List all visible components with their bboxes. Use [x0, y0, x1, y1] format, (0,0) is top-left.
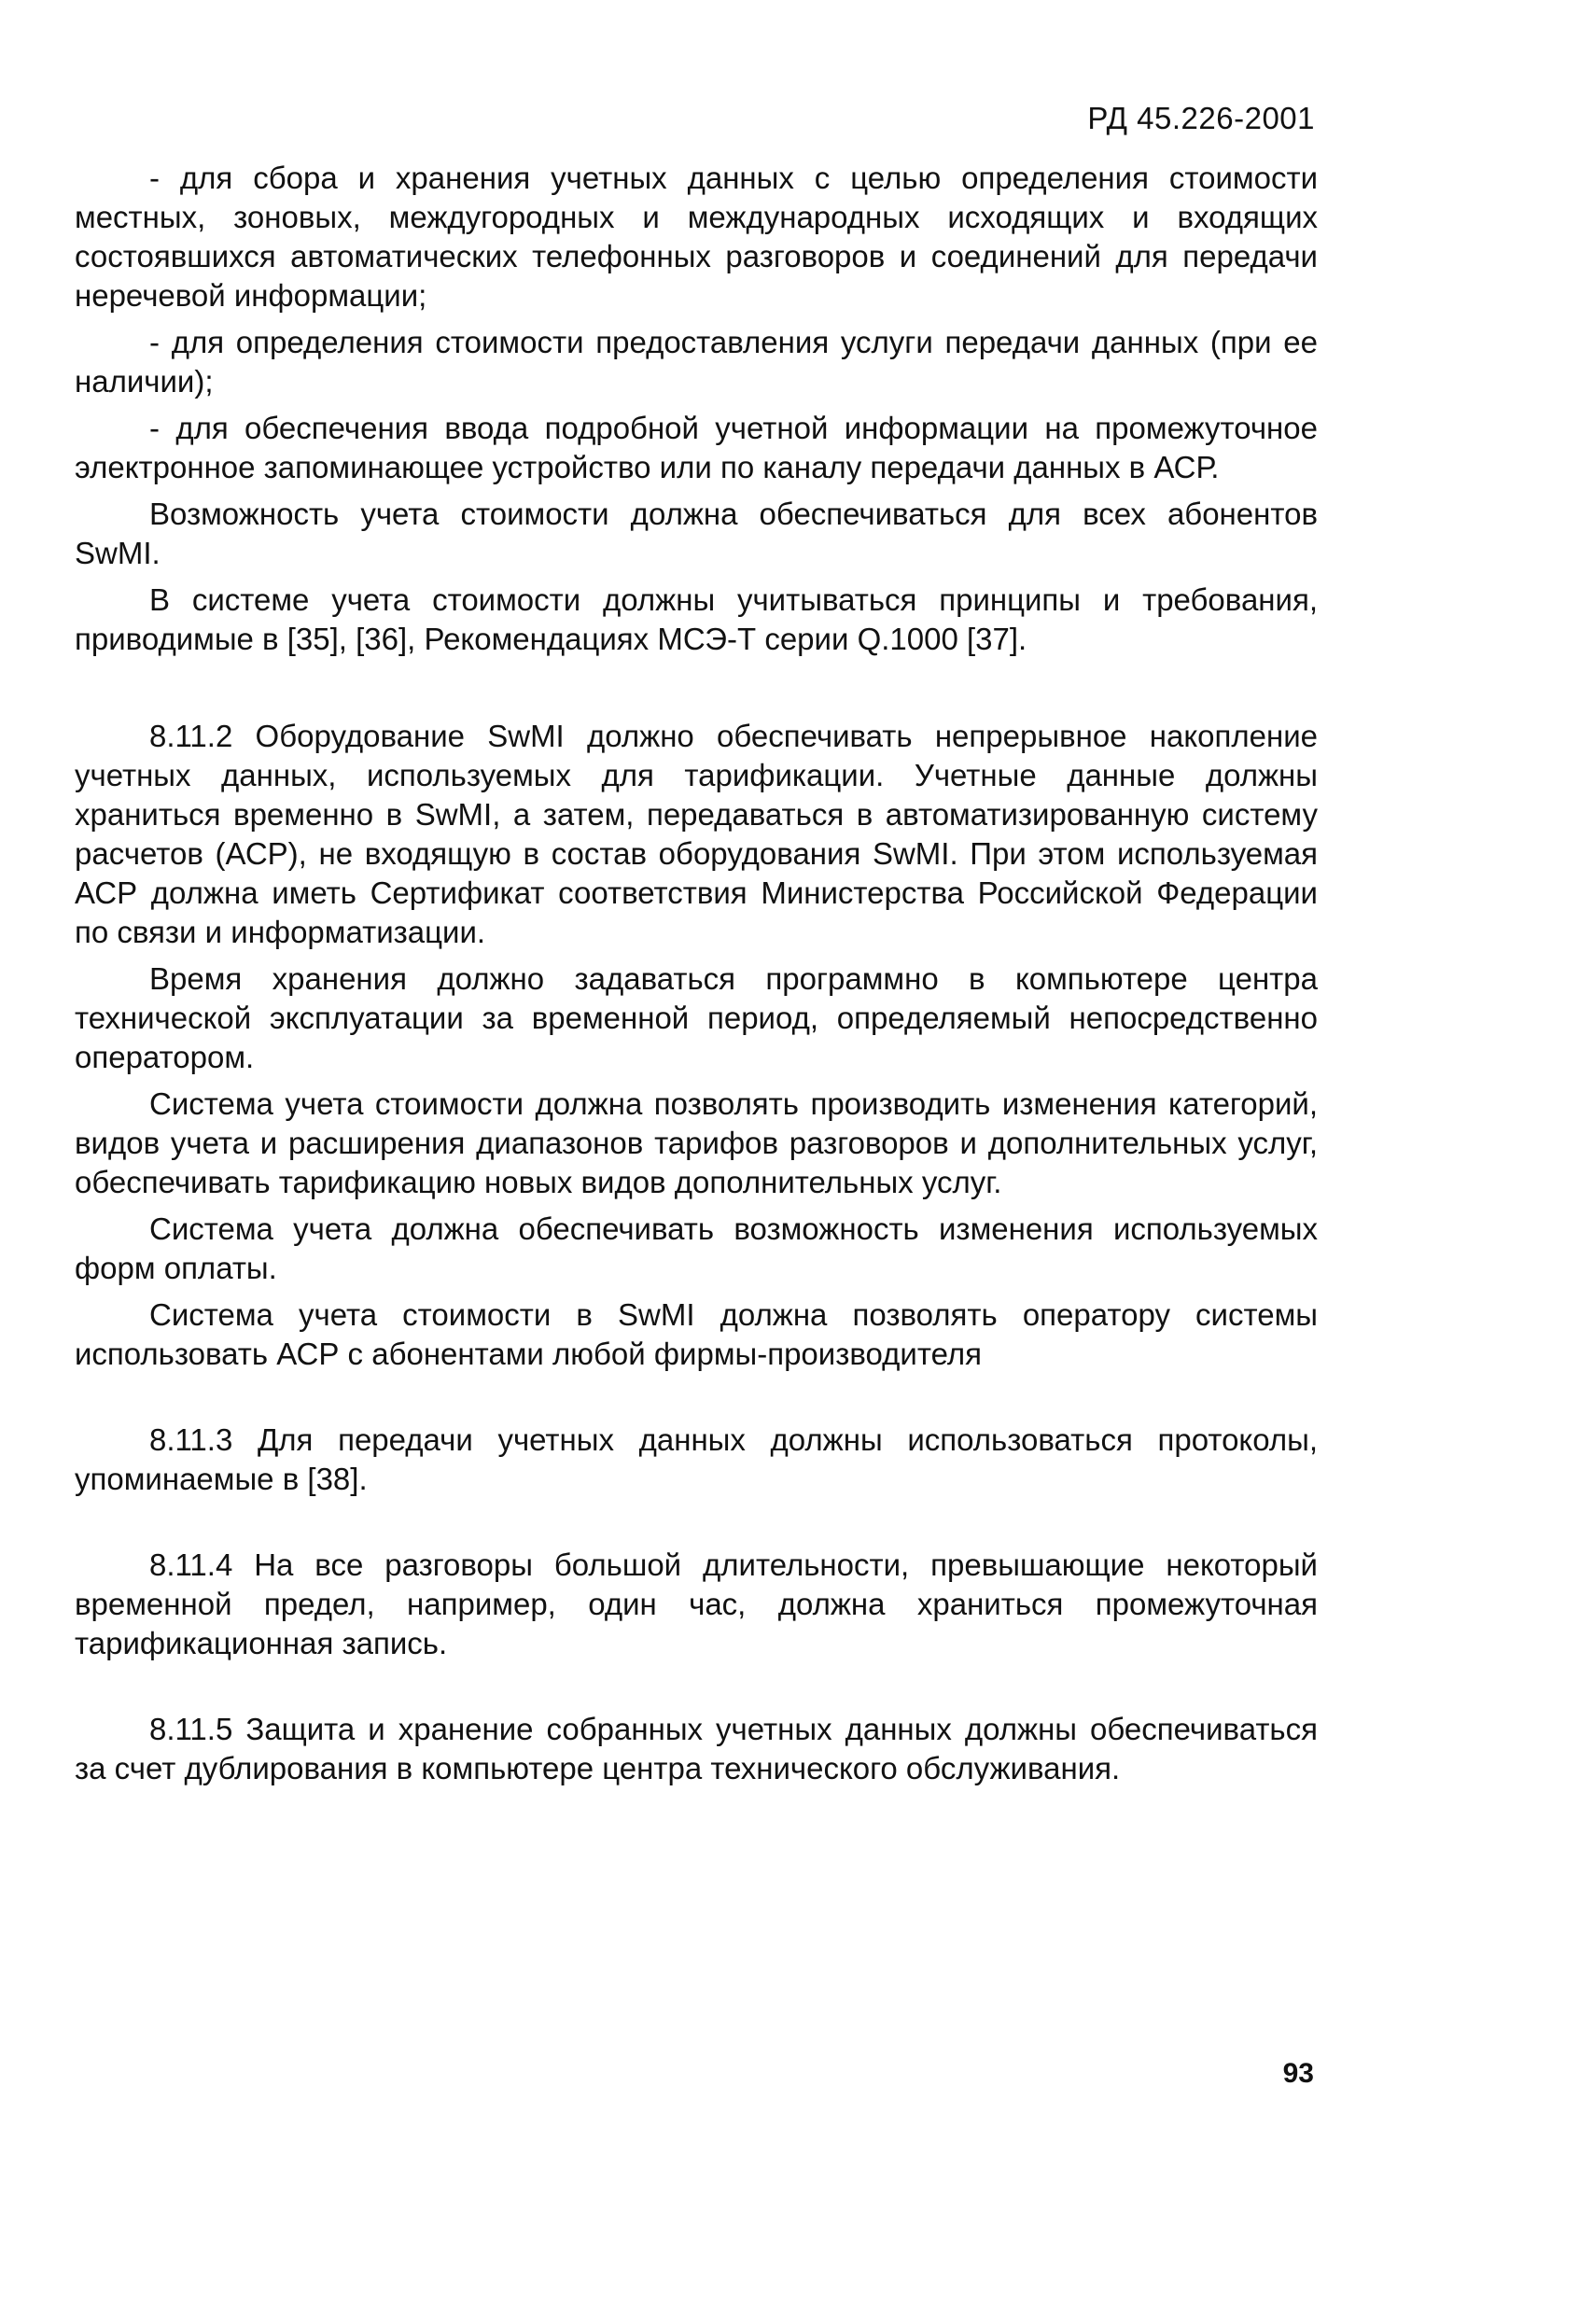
document-body	[75, 159, 1318, 1796]
paragraph-detailed-info-input: - для обеспечения ввода подробной учетной информации на промежуточное электронное запоминающее устройство или по каналу передачи данных в АСР.	[75, 411, 1318, 484]
paragraph-category-changes: Система учета стоимости должна позволять производить изменения категорий, видов учета и расширения диапазонов тарифов разговоров и дополнительных услуг, обеспечивать тарификацию новых видов дополнительных услуг.	[75, 1086, 1318, 1199]
paragraph-all-subscribers: Возможность учета стоимости должна обеспечиваться для всех абонентов SwMI.	[75, 497, 1318, 570]
paragraph-billing-data-collection: - для сбора и хранения учетных данных с целью определения стоимости местных, зоновых, междугородных и международных исходящих и входящих состоявшихся автоматических телефонных разговоров и соединений для передачи неречевой информации;	[75, 161, 1318, 313]
document-code: РД 45.226-2001	[1087, 101, 1315, 135]
section-8-11-3: 8.11.3 Для передачи учетных данных должны использоваться протоколы, упоминаемые в [38].	[75, 1422, 1318, 1496]
section-8-11-4: 8.11.4 На все разговоры большой длительности, превышающие некоторый временной предел, например, один час, должна храниться промежуточная тарификационная запись.	[75, 1547, 1318, 1660]
paragraph-data-service-cost: - для определения стоимости предоставления услуги передачи данных (при ее наличии);	[75, 325, 1318, 399]
section-8-11-5: 8.11.5 Защита и хранение собранных учетных данных должны обеспечиваться за счет дублирования в компьютере центра технического обслуживания.	[75, 1712, 1318, 1785]
page-number: 93	[1282, 2058, 1314, 2089]
section-8-11-2: 8.11.2 Оборудование SwMI должно обеспечивать непрерывное накопление учетных данных, используемых для тарификации. Учетные данные должны храниться временно в SwMI, а затем, передаваться в автоматизированную систему расчетов (АСР), не входящую в состав оборудования SwMI. При этом используемая АСР должна иметь Сертификат соответствия Министерства Российской Федерации по связи и информатизации.	[75, 719, 1318, 949]
paragraph-payment-forms: Система учета должна обеспечивать возможность изменения используемых форм оплаты.	[75, 1211, 1318, 1285]
paragraph-storage-time: Время хранения должно задаваться программно в компьютере центра технической эксплуатации за временной период, определяемый непосредственно оператором.	[75, 961, 1318, 1074]
paragraph-principles: В системе учета стоимости должны учитываться принципы и требования, приводимые в [35], [36], Рекомендациях МСЭ-Т серии Q.1000 [37].	[75, 582, 1318, 656]
paragraph-any-vendor: Система учета стоимости в SwMI должна позволять оператору системы использовать АСР с абонентами любой фирмы-производителя	[75, 1297, 1318, 1371]
